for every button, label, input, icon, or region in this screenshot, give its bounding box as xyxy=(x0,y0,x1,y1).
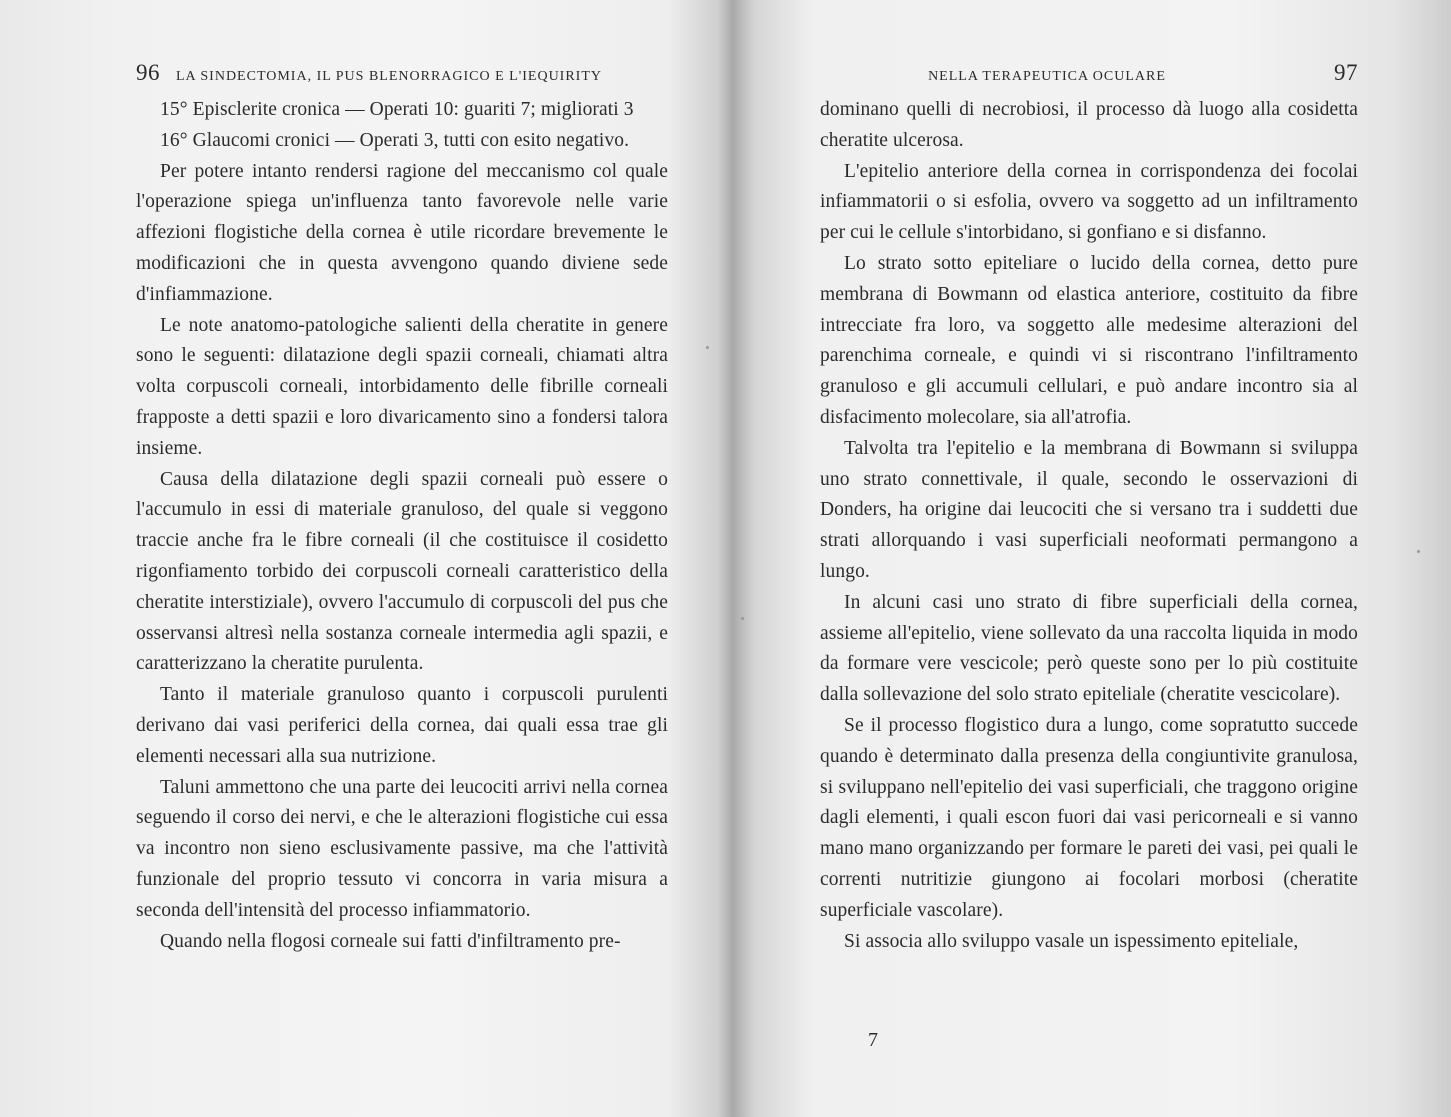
right-page-number: 97 xyxy=(1334,60,1358,85)
paragraph: Lo strato sotto epiteliare o lucido della cornea, detto pure membrana di Bowmann od elastica anteriore, costituito da fibre intrecciate fra loro, va soggetto alle medesime alterazioni del parenchima corneale, e quindi vi si riscontrano l'infiltramento granuloso e gli accumuli cellulari, e può andare incontro sia al disfacimento molecolare, sia all'atrofia. xyxy=(820,252,1358,428)
paper-speck xyxy=(706,346,709,349)
paragraph: Quando nella flogosi corneale sui fatti d'infiltramento pre- xyxy=(160,930,621,952)
left-page-number: 96 xyxy=(136,60,160,85)
paragraph: Tanto il materiale granuloso quanto i corpuscoli purulenti derivano dai vasi periferici della cornea, dai quali essa trae gli elementi necessari alla sua nutrizione. xyxy=(136,684,668,767)
paragraph: Se il processo flogistico dura a lungo, come sopratutto succede quando è determinato dalla presenza della congiuntivite granulosa, si sviluppano nell'epitelio dei vasi superficiali, che traggono origine dagli elementi, i quali escon fuori dai vasi pericorneali e si vanno mano mano organizzando per formare le pareti dei vasi, pei quali le correnti nutritizie giungono ai focolari morbosi (cheratite superficiale vascolare). xyxy=(820,714,1358,921)
left-page xyxy=(0,0,725,1117)
paragraph: 15° Episclerite cronica — Operati 10: guariti 7; migliorati 3 xyxy=(160,99,634,120)
paragraph: In alcuni casi uno strato di fibre superficiali della cornea, assieme all'epitelio, viene sollevato da una raccolta liquida in modo da formare vere vescicole; però queste sono per lo più costituite dalla sollevazione del solo strato epiteliale (cheratite vescicolare). xyxy=(820,591,1358,706)
right-body-text xyxy=(820,95,1358,957)
paragraph: Per potere intanto rendersi ragione del meccanismo col quale l'operazione spiega un'influenza tanto favorevole nelle varie affezioni flogistiche della cornea è utile ricordare brevemente le modificazioni che in questa avvengono quando diviene sede d'infiammazione. xyxy=(136,160,668,305)
paragraph: L'epitelio anteriore della cornea in corrispondenza dei focolai infiammatorii o si esfolia, ovvero va soggetto ad un infiltramento per cui le cellule s'intorbidano, si gonfiano e si disfanno. xyxy=(820,160,1358,244)
paragraph: Causa della dilatazione degli spazii corneali può essere o l'accumulo in essi di materiale granuloso, del quale si veggono traccie anche fra le fibre corneali (il che costituisce il cosidetto rigonfiamento torbido dei corpuscoli corneali caratteristico della cheratite interstiziale), ovvero l'accumulo di corpuscoli del pus che osservansi altresì nella sostanza corneale intermedia agli spazii, e caratterizzano la cheratite purulenta. xyxy=(136,468,668,675)
left-running-title: LA SINDECTOMIA, IL PUS BLENORRAGICO E L'IEQUIRITY xyxy=(176,69,603,84)
left-body-text xyxy=(136,95,668,957)
paragraph: 16° Glaucomi cronici — Operati 3, tutti con esito negativo. xyxy=(160,129,630,151)
paragraph: Si associa allo sviluppo vasale un ispessimento epiteliale, xyxy=(844,930,1299,952)
signature-mark: 7 xyxy=(868,1029,878,1051)
paper-speck xyxy=(741,617,744,620)
paragraph: dominano quelli di necrobiosi, il processo dà luogo alla cosidetta cheratite ulcerosa. xyxy=(820,99,1358,151)
paper-speck xyxy=(1417,550,1420,553)
right-running-head xyxy=(820,60,1358,86)
left-running-head xyxy=(136,60,668,86)
paragraph: Le note anatomo-patologiche salienti della cheratite in genere sono le seguenti: dilatazione degli spazii corneali, chiamati altra volta corpuscoli corneali, intorbidamento delle fibrille corneali frapposte a detti spazii e loro divaricamento sino a fondersi talora insieme. xyxy=(136,314,668,459)
paragraph: Taluni ammettono che una parte dei leucociti arrivi nella cornea seguendo il corso dei nervi, e che le alterazioni flogistiche cui essa va incontro non sieno esclusivamente passive, ma che l'attività funzionale del proprio tessuto vi concorra in varia misura a seconda dell'intensità del processo infiammatorio. xyxy=(136,776,668,921)
paragraph: Talvolta tra l'epitelio e la membrana di Bowmann si sviluppa uno strato connettivale, il quale, secondo le osservazioni di Donders, ha origine dai leucociti che si versano tra i suddetti due strati allorquando i vasi superficiali neoformati permangono a lungo. xyxy=(820,437,1358,582)
right-running-title: NELLA TERAPEUTICA OCULARE xyxy=(928,69,1166,84)
